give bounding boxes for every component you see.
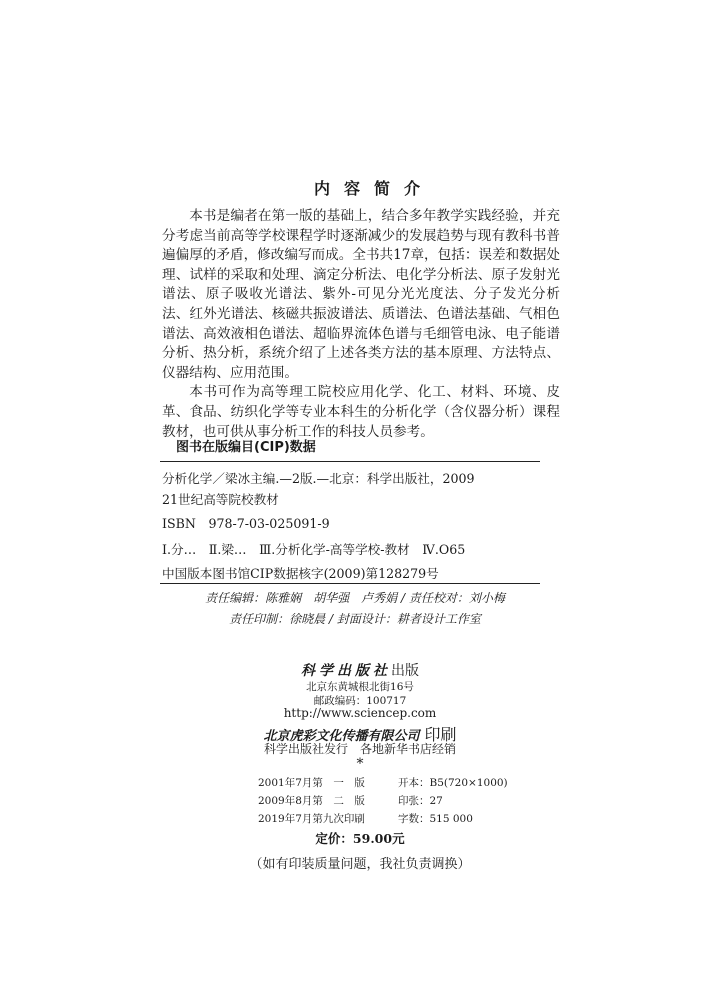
edition-spec: 字数：515 000 [398, 813, 473, 825]
edition-row [258, 793, 443, 808]
edition-date: 2009年8月第 二 版 [258, 795, 365, 807]
cip-record-number: 中国版本图书馆CIP数据核字(2009)第128279号 [162, 566, 439, 581]
cip-bottom-rule [160, 583, 540, 584]
publisher-name: 科学出版社 [301, 663, 391, 679]
edition-date: 2001年7月第 一 版 [258, 777, 365, 789]
price: 定价：59.00元 [315, 831, 405, 846]
summary-title: 内容简介 [313, 179, 434, 198]
edition-row [258, 775, 508, 790]
summary-paragraph-1: 本书是编者在第一版的基础上，结合多年教学实践经验，并充分考虑当前高等学校课程学时逐渐减少的发展趋势与现有教科书普遍偏厚的矛盾，修改编写而成。全书共17章，包括：误差和数据处理、试样的采取和处理、滴定分析法、电化学分析法、原子发射光谱法、原子吸收光谱法、紫外-可见分光光度法、分子发光分析法、红外光谱法、核磁共振波谱法、质谱法、色谱法基础、气相色谱法、高效液相色谱法、超临界流体色谱与毛细管电泳、电子能谱分析、热分析，系统介绍了上述各类方法的基本原理、方法特点、仪器结构、应用范围。 [162, 208, 560, 381]
distributor-line: 科学出版社发行 各地新华书店经销 [263, 742, 456, 756]
publisher-suffix: 出版 [391, 663, 419, 679]
publisher-postcode: 邮政编码：100717 [313, 695, 407, 707]
cip-isbn: ISBN 978-7-03-025091-9 [162, 516, 330, 531]
printer-name: 北京虎彩文化传播有限公司 [263, 729, 420, 744]
cip-title-line: 分析化学／梁冰主编.—2版.—北京：科学出版社，2009 [162, 471, 475, 486]
edition-row [258, 811, 473, 826]
edition-date: 2019年7月第九次印刷 [258, 813, 365, 825]
separator-star: * [356, 756, 364, 772]
printer-suffix: 印刷 [424, 725, 457, 744]
edition-spec: 开本：B5(720×1000) [398, 777, 508, 789]
cip-classification: Ⅰ.分… Ⅱ.梁… Ⅲ.分析化学-高等学校-教材 Ⅳ.O65 [162, 542, 466, 557]
quality-note: （如有印装质量问题，我社负责调换） [249, 857, 471, 872]
cip-series-line: 21世纪高等院校教材 [162, 492, 279, 507]
publisher-website: http://www.sciencep.com [283, 706, 437, 720]
summary-body [162, 207, 560, 442]
summary-paragraph-2: 本书可作为高等理工院校应用化学、化工、材料、环境、皮革、食品、纺织化学等专业本科生的分析化学（含仪器分析）课程教材，也可供从事分析工作的科技人员参考。 [162, 384, 560, 440]
editor-credits: 责任编辑：陈雅娴 胡华强 卢秀娟 / 责任校对：刘小梅 [205, 591, 505, 605]
publisher-name-line [0, 660, 720, 680]
cip-top-rule [160, 461, 540, 462]
edition-spec: 印张：27 [398, 795, 443, 807]
cip-heading: 图书在版编目(CIP)数据 [176, 440, 316, 455]
production-credits: 责任印制：徐晓晨 / 封面设计：耕者设计工作室 [229, 612, 481, 626]
publisher-address: 北京东黄城根北街16号 [306, 681, 414, 693]
